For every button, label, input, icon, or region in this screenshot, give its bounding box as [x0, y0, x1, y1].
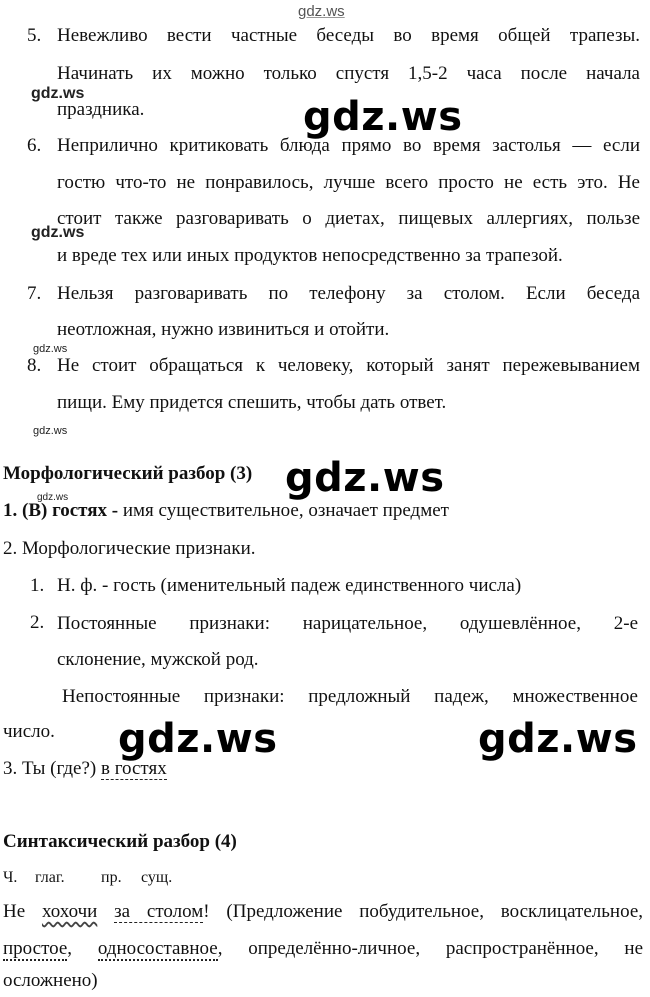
watermark-big-1: gdz.ws: [303, 94, 463, 140]
morph-item-1-desc: имя существительное, означает предмет: [118, 500, 449, 521]
syntax-sentence-line-1: [3, 901, 643, 923]
watermark-big-4: gdz.ws: [478, 716, 638, 762]
syntax-adverbial: за столом: [114, 901, 204, 922]
morph-item-1-term: 1. (В) гостях -: [3, 500, 119, 521]
morph-nonconst-line-2: число.: [3, 721, 55, 742]
morph-sub-1-number: 1.: [30, 575, 45, 596]
rule-7-line-2: неотложная, нужно извиниться и отойти.: [57, 319, 390, 340]
syntax-word-odnosostavnoe: односоставное: [97, 938, 218, 959]
watermark-big-3: gdz.ws: [118, 716, 278, 762]
watermark-small-1: gdz.ws: [31, 85, 85, 102]
rule-8-line-1: Не стоит обращаться к человеку, который занят пережевыванием: [57, 355, 640, 376]
morph-sub-2-number: 2.: [30, 612, 45, 633]
rule-6-line-1: Неприлично критиковать блюда прямо во время застолья — если: [57, 135, 640, 156]
watermark-small-5: gdz.ws: [37, 492, 69, 503]
syntax-pos-label-preposition: пр.: [101, 869, 122, 886]
syntax-sentence-line-3: осложнено): [3, 970, 98, 991]
morph-heading: Морфологический разбор (3): [3, 463, 253, 484]
rule-5-line-2: Начинать их можно только спустя 1,5-2 часа после начала: [57, 63, 640, 84]
watermark-small-4: gdz.ws: [33, 425, 68, 437]
syntax-description-1: ! (Предложение побудительное, восклицательное,: [203, 901, 643, 922]
morph-sub-2-line-1: Постоянные признаки: нарицательное, одушевлённое, 2-е: [57, 613, 638, 634]
syntax-space: [97, 901, 114, 922]
morph-sub-2-line-2: склонение, мужской род.: [57, 649, 259, 670]
morph-nonconst-line-1: Непостоянные признаки: предложный падеж, множественное: [62, 686, 638, 707]
syntax-heading: Синтаксический разбор (4): [3, 831, 237, 852]
syntax-word-ne: Не: [3, 901, 42, 922]
rule-6-number: 6.: [27, 135, 42, 156]
morph-item-3-answer: в гостях: [100, 758, 167, 779]
rule-6-line-3: стоит также разговаривать о диетах, пищевых аллергиях, пользе: [57, 208, 640, 229]
rule-6-line-2: гостю что-то не понравилось, лучше всего просто не есть это. Не: [57, 172, 640, 193]
rule-7-number: 7.: [27, 283, 42, 304]
watermark-big-2: gdz.ws: [285, 455, 445, 501]
syntax-sentence-line-2: [3, 938, 643, 960]
rule-8-line-2: пищи. Ему придется спешить, чтобы дать ответ.: [57, 392, 447, 413]
watermark-small-2: gdz.ws: [31, 224, 85, 241]
syntax-pos-label-noun: сущ.: [141, 869, 173, 886]
watermark-small-3: gdz.ws: [33, 343, 68, 355]
watermark-top: gdz.ws: [298, 3, 345, 20]
syntax-pos-label-particle: Ч.: [3, 869, 18, 886]
rule-8-number: 8.: [27, 355, 42, 376]
syntax-pos-label-verb: глаг.: [35, 869, 65, 886]
rule-5-line-3: праздника.: [57, 99, 145, 120]
syntax-description-2: , определённо-личное, распространённое, не: [217, 938, 644, 959]
rule-5-number: 5.: [27, 25, 42, 46]
rule-6-line-4: и вреде тех или иных продуктов непосредственно за трапезой.: [57, 245, 563, 266]
syntax-comma: ,: [67, 938, 98, 959]
rule-7-line-1: Нельзя разговаривать по телефону за столом. Если беседа: [57, 283, 640, 304]
morph-item-1: [3, 500, 449, 522]
morph-item-3-question: 3. Ты (где?): [3, 758, 101, 779]
morph-item-2: 2. Морфологические признаки.: [3, 538, 256, 559]
syntax-word-prostoe: простое: [3, 938, 68, 959]
morph-sub-1: Н. ф. - гость (именительный падеж единственного числа): [57, 575, 522, 596]
rule-5-line-1: Невежливо вести частные беседы во время общей трапезы.: [57, 25, 640, 46]
syntax-predicate: хохочи: [41, 901, 98, 922]
